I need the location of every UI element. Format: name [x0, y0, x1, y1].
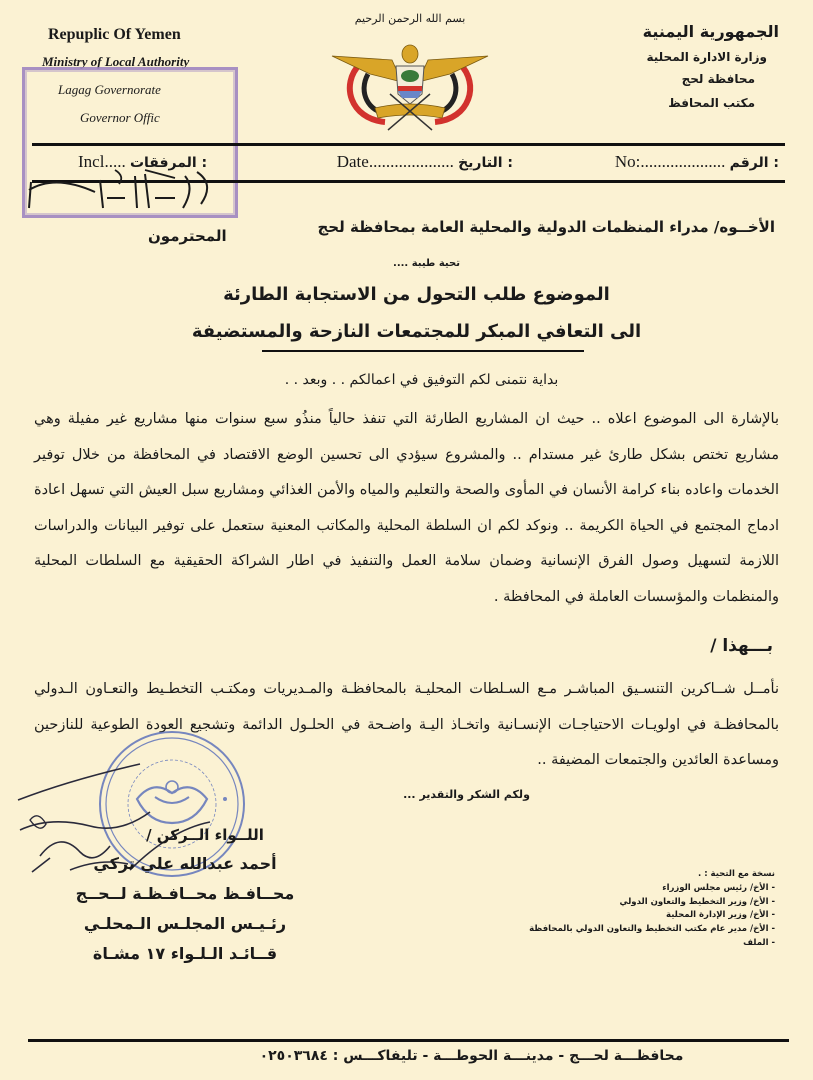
opening-line: بداية نتمنى لكم التوفيق في اعمالكم . . وبعد . .: [284, 372, 559, 388]
arabic-governorate-name: محافظة لحج: [681, 72, 755, 86]
copies-item: - الأخ/ وزير التخطيط والتعاون الدولي: [619, 896, 775, 907]
copies-list: [529, 868, 775, 951]
header-rule-top: [32, 143, 785, 146]
reference-number-label-en: No:: [614, 152, 641, 171]
body-paragraph-1: بالإشارة الى الموضوع اعلاه .. حيث ان المشاريع الطارئة التي تنفذ حالياً منذُو سبع سنوات منها مشاريع غير مفيلة وهي مشاريع تختص بشكل طارئ غير مستدام .. والمشروع سيؤدي الى تحسين الوضع الاقتصاد في المحافظة من خلال توفير الخدمات واعاده بناء كرامة الأنسان في المأوى والصحة والتعليم والمياه والأمن الغذائي ومشاريع سبل العيش التي تسهل اعادة ادماج المجتمع في الحياة الكريمة .. ونوكد لكم ان السلطة المحلية والمكاتب المعنية ستعمل على توفير البيانات والدراسات اللازمة لتسهيل وصول الفرق الإنسانية وضمان سلامة العمل والتنفيذ في اطار الشراكة الحقيقية مع السلطات المحلية والمنظمات والمؤسسات العاملة في المحافظة .: [34, 411, 779, 605]
copies-item: - الأخ/ وزير الإدارة المحلية: [666, 910, 775, 921]
reference-date-dots: ....................: [368, 152, 454, 171]
yemen-eagle-emblem-icon: [330, 34, 490, 134]
copies-heading: نسخة مع التحية : .: [698, 869, 775, 879]
arabic-country-name: الجمهورية اليمنية: [642, 22, 779, 41]
reference-date-label-ar: التاريخ :: [458, 155, 513, 171]
reference-attachments-dots: .....: [104, 152, 126, 171]
signatory-title-brigade: قــائـد الـلـواء ١٧ مشـاة: [92, 944, 278, 963]
arabic-office-name: مكتب المحافظ: [668, 96, 755, 110]
subject-line-1: الموضوع طلب التحول من الاستجابة الطارئة: [223, 284, 610, 305]
reference-number-field: [615, 152, 779, 172]
conclusion-heading: بـــهذا /: [710, 636, 773, 656]
signatory-title-governor: محــافـظ محــافـظـة لــحــج: [75, 884, 295, 903]
stamp-handwriting: [25, 168, 245, 218]
reference-attachments-label-ar: المرفقات :: [129, 155, 208, 171]
english-office-name: Governor Offic: [80, 110, 160, 125]
reference-number-dots: ....................: [640, 152, 726, 171]
copies-item: - الأخ/ رئيس مجلس الوزراء: [662, 882, 775, 893]
reference-date-label-en: Date: [336, 152, 369, 171]
basmala: بسم الله الرحمن الرحيم: [354, 12, 466, 25]
reference-date-field: [337, 152, 513, 172]
signatory-name: أحمد عبدالله علي تركي: [93, 854, 277, 873]
english-country-name: Repuplic Of Yemen: [48, 26, 181, 43]
arabic-ministry-name: وزارة الادارة المحلية: [646, 50, 767, 64]
footer-address: محافظـــة لحـــج - مدينـــة الحوطـــة - تليفاكـــس : ٠٢٥٠٣٦٨٤: [259, 1048, 684, 1064]
body-paragraph-2: نأمــل شــاكرين التنسـيق المباشـر مـع السـلطات المحليـة بالمحافظـة والمـديريات ومكتـب التخطـيط والتعـاون الـدولي بالمحافظـة في اولويـات الاحتياجـات الإنسـانية واتخـاذ اليـة واضـحة في الحلـول الدائمة وتشجيع العودة الطوعية للنازحين ومساعدة العائدين والجتمعات المضيفة ..: [34, 681, 779, 768]
copies-item: - الأخ/ مدير عام مكتب التخطيط والتعاون الدولي بالمحافظة: [529, 924, 775, 935]
english-ministry-name: Ministry of Local Authority: [42, 54, 190, 69]
greeting: تحية طيبة ....: [393, 258, 460, 269]
english-governorate-name: Lagag Governorate: [58, 82, 161, 97]
closing-thanks: ولكم الشكر والتقدير ...: [403, 788, 530, 801]
addressee: الأخــوه/ مدراء المنظمات الدولية والمحلية العامة بمحافظة لحج: [317, 218, 775, 236]
reference-number-label-ar: الرقم :: [729, 155, 779, 171]
signatory-title-council: رئـيـس المجلـس الـمحلـي: [83, 914, 287, 933]
subject-underline: [262, 350, 584, 352]
footer-rule: [28, 1039, 789, 1042]
copies-item: - الملف: [743, 937, 775, 948]
addressee-honorific: المحترمون: [148, 227, 227, 245]
reference-attachments-label-en: Incl: [78, 152, 105, 171]
subject-line-2: الى التعافي المبكر للمجتمعات النازحة والمستضيفة: [191, 321, 642, 342]
signatory-rank: اللــواء الــركن /: [146, 826, 264, 844]
